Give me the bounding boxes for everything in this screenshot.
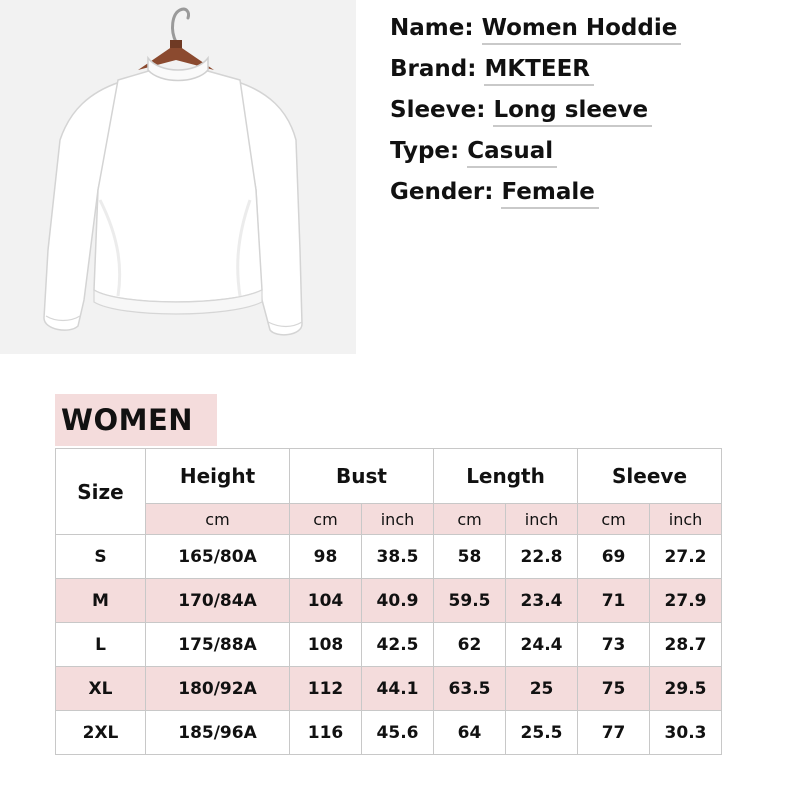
product-photo (0, 0, 356, 354)
attr-name (390, 10, 790, 51)
table-cell: 180/92A (146, 667, 290, 711)
attr-label: Gender: (390, 179, 494, 205)
table-cell: 45.6 (362, 711, 434, 755)
table-cell: 27.2 (650, 535, 722, 579)
table-cell: 75 (578, 667, 650, 711)
table-cell: 38.5 (362, 535, 434, 579)
table-cell: 63.5 (434, 667, 506, 711)
unit-cell: cm (434, 504, 506, 535)
table-cell: 27.9 (650, 579, 722, 623)
table-cell: 40.9 (362, 579, 434, 623)
section-label: WOMEN (55, 394, 217, 446)
unit-cell: inch (362, 504, 434, 535)
table-cell: 25 (506, 667, 578, 711)
unit-row (56, 504, 722, 535)
table-row (56, 535, 722, 579)
table-cell: 58 (434, 535, 506, 579)
size-cell: M (56, 579, 146, 623)
attr-sleeve (390, 92, 790, 133)
table-cell: 64 (434, 711, 506, 755)
attr-value: Casual (467, 136, 557, 168)
unit-cell: inch (506, 504, 578, 535)
table-cell: 44.1 (362, 667, 434, 711)
table-cell: 108 (290, 623, 362, 667)
attr-label: Sleeve: (390, 97, 486, 123)
attr-label: Name: (390, 15, 474, 41)
table-cell: 62 (434, 623, 506, 667)
size-cell: 2XL (56, 711, 146, 755)
size-chart-table (55, 448, 722, 755)
table-cell: 29.5 (650, 667, 722, 711)
unit-cell: cm (290, 504, 362, 535)
table-cell: 98 (290, 535, 362, 579)
table-cell: 185/96A (146, 711, 290, 755)
column-header-bust: Bust (290, 449, 434, 504)
table-cell: 112 (290, 667, 362, 711)
size-cell: XL (56, 667, 146, 711)
table-cell: 28.7 (650, 623, 722, 667)
table-cell: 25.5 (506, 711, 578, 755)
table-cell: 77 (578, 711, 650, 755)
column-header-sleeve: Sleeve (578, 449, 722, 504)
table-cell: 71 (578, 579, 650, 623)
attr-gender (390, 174, 790, 215)
table-row (56, 579, 722, 623)
table-cell: 23.4 (506, 579, 578, 623)
attr-label: Brand: (390, 56, 477, 82)
table-cell: 165/80A (146, 535, 290, 579)
table-row (56, 667, 722, 711)
table-cell: 69 (578, 535, 650, 579)
table-header-row (56, 449, 722, 504)
product-attributes (390, 10, 790, 215)
attr-type (390, 133, 790, 174)
attr-value: Women Hoddie (482, 13, 682, 45)
table-cell: 22.8 (506, 535, 578, 579)
size-cell: L (56, 623, 146, 667)
table-cell: 59.5 (434, 579, 506, 623)
attr-value: Long sleeve (493, 95, 652, 127)
table-cell: 30.3 (650, 711, 722, 755)
table-row (56, 623, 722, 667)
column-header-length: Length (434, 449, 578, 504)
table-cell: 24.4 (506, 623, 578, 667)
attr-value: MKTEER (484, 54, 594, 86)
unit-cell: cm (146, 504, 290, 535)
table-cell: 116 (290, 711, 362, 755)
column-header-height: Height (146, 449, 290, 504)
attr-label: Type: (390, 138, 460, 164)
table-cell: 42.5 (362, 623, 434, 667)
unit-cell: inch (650, 504, 722, 535)
table-cell: 175/88A (146, 623, 290, 667)
size-column-header: Size (56, 449, 146, 535)
size-cell: S (56, 535, 146, 579)
unit-cell: cm (578, 504, 650, 535)
attr-value: Female (501, 177, 598, 209)
table-row (56, 711, 722, 755)
table-cell: 73 (578, 623, 650, 667)
table-cell: 104 (290, 579, 362, 623)
attr-brand (390, 51, 790, 92)
sweatshirt-icon (44, 58, 302, 335)
table-cell: 170/84A (146, 579, 290, 623)
